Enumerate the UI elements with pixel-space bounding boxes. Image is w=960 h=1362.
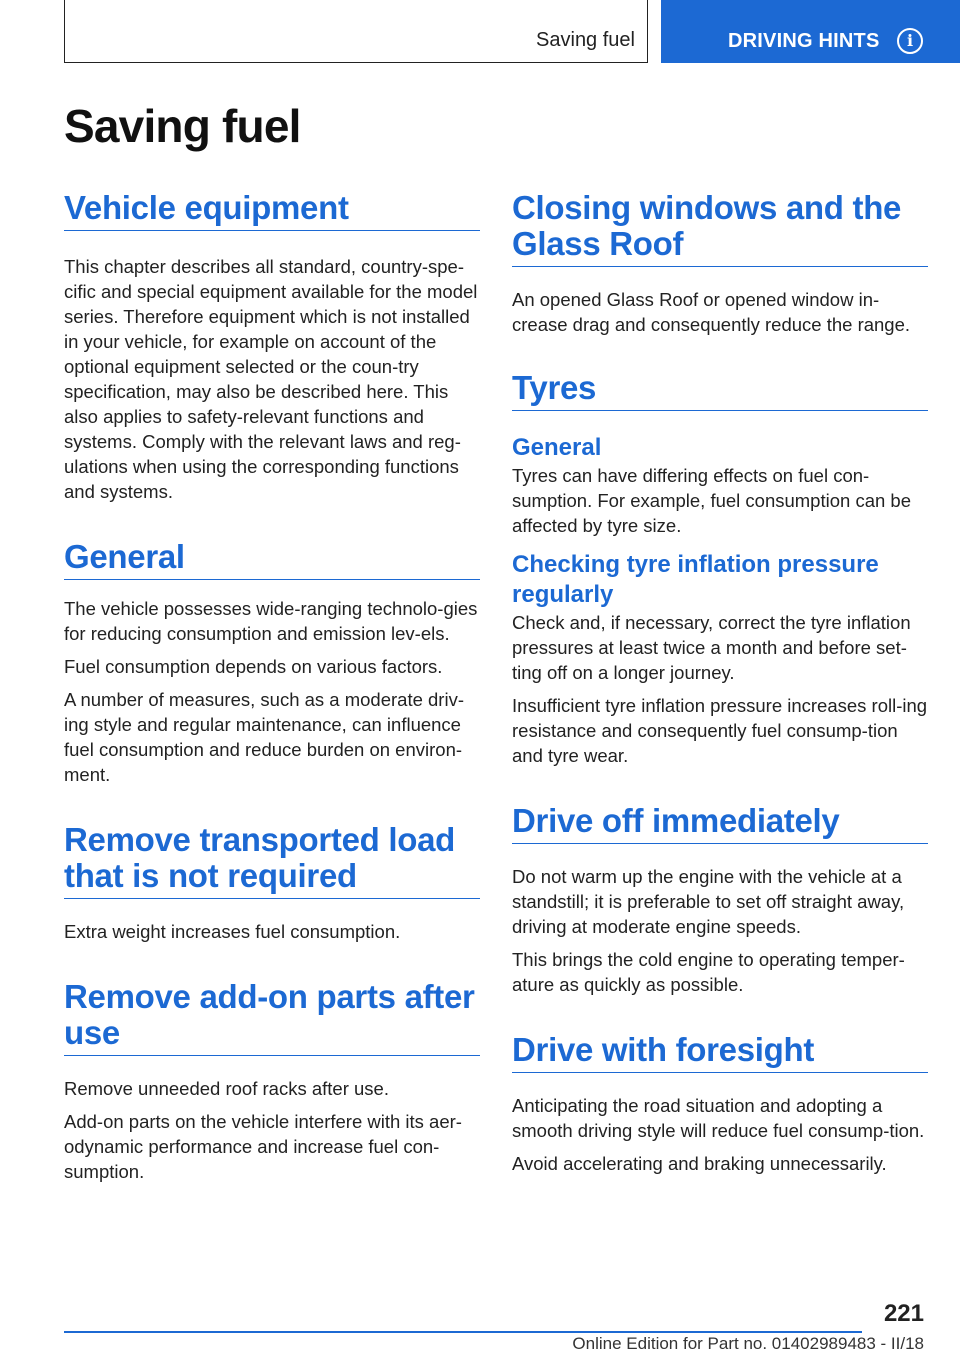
footer-edition: Online Edition for Part no. 01402989483 - II/18	[572, 1334, 924, 1353]
page-title: Saving fuel	[64, 100, 301, 152]
header-chapter-box[interactable]	[661, 0, 960, 63]
subheading-checking-pressure: Checking tyre inflation pressure regularly	[512, 551, 879, 608]
paragraph-checking-pressure-2: Insufficient tyre inflation pressure increases roll-ing resistance and consequently fuel consump-tion and tyre wear.	[512, 695, 928, 766]
heading-remove-addon: Remove add-on parts after use	[64, 979, 480, 1056]
paragraph-checking-pressure-1: Check and, if necessary, correct the tyre inflation pressures at least twice a month and before set-ting off on a longer journey.	[512, 612, 911, 683]
heading-general: General	[64, 539, 480, 580]
subheading-tyres-general: General	[512, 434, 602, 461]
paragraph-closing-windows: An opened Glass Roof or opened window in-crease drag and consequently reduce the range.	[512, 289, 911, 335]
right-column	[512, 190, 928, 1176]
paragraph-drive-off-2: This brings the cold engine to operating temper-ature as quickly as possible.	[512, 949, 905, 995]
heading-vehicle-equipment: Vehicle equipment	[64, 190, 480, 231]
heading-tyres: Tyres	[512, 370, 928, 411]
header-section-box	[64, 0, 648, 63]
paragraph-drive-off-1: Do not warm up the engine with the vehicle at a standstill; it is preferable to set off straight away, driving at moderate engine speeds.	[512, 866, 905, 937]
paragraph-tyres-general: Tyres can have differing effects on fuel con-sumption. For example, fuel consumption can be affected by tyre size.	[512, 465, 911, 536]
paragraph-foresight-1: Anticipating the road situation and adopting a smooth driving style will reduce fuel consump-tion.	[512, 1095, 925, 1141]
footer-divider	[64, 1331, 862, 1333]
paragraph-general-3: A number of measures, such as a moderate driv-ing style and regular maintenance, can influence fuel consumption and reduce burden on environ-ment.	[64, 689, 464, 785]
header-section-title: Saving fuel	[536, 29, 635, 51]
paragraph-vehicle-equipment: This chapter describes all standard, country-spe-cific and special equipment available for the model series. Therefore equipment which is not installed in your vehicle, for example on account of the optional equipment selected or the coun-try specification, may also be described here. This also applies to safety-relevant functions and systems. Comply with the relevant laws and reg-ulations when using the corresponding functions and systems.	[64, 256, 478, 502]
heading-remove-load: Remove transported load that is not required	[64, 822, 480, 899]
heading-drive-off: Drive off immediately	[512, 803, 928, 844]
paragraph-remove-addon-2: Add-on parts on the vehicle interfere with its aer-odynamic performance and increase fuel con-sumption.	[64, 1111, 462, 1182]
paragraph-foresight-2: Avoid accelerating and braking unnecessarily.	[512, 1153, 887, 1174]
paragraph-general-2: Fuel consumption depends on various factors.	[64, 656, 443, 677]
paragraph-general-1: The vehicle possesses wide-ranging technolo-gies for reducing consumption and emission lev-els.	[64, 598, 478, 644]
paragraph-remove-load: Extra weight increases fuel consumption.	[64, 921, 401, 942]
header-chapter-title[interactable]: DRIVING HINTS	[728, 30, 880, 52]
left-column	[64, 190, 480, 1184]
heading-closing-windows: Closing windows and the Glass Roof	[512, 190, 928, 267]
info-icon[interactable]: i	[897, 28, 923, 54]
heading-foresight: Drive with foresight	[512, 1032, 928, 1073]
paragraph-remove-addon-1: Remove unneeded roof racks after use.	[64, 1078, 389, 1099]
page-number: 221	[883, 1300, 924, 1327]
